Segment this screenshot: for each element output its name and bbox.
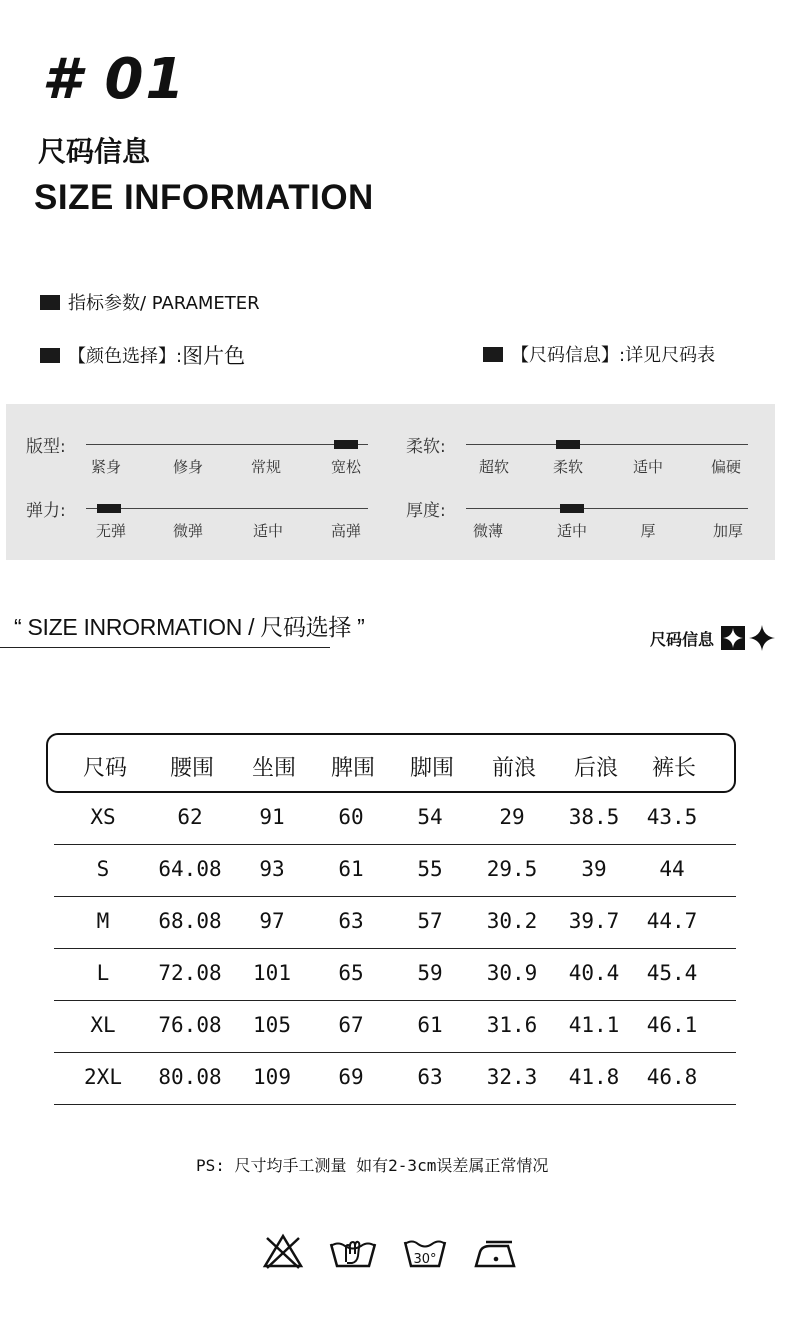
table-cell: 60 (338, 805, 364, 829)
gauge-option: 加厚 (712, 522, 744, 540)
table-cell: 43.5 (646, 805, 698, 829)
page-title-cn: 尺码信息 (38, 135, 151, 168)
table-header-cell: 坐围 (251, 756, 297, 781)
gauge-option: 常规 (250, 458, 282, 476)
measurement-note: PS: 尺寸均手工测量 如有2-3cm误差属正常情况 (196, 1156, 549, 1175)
gauge-track (86, 508, 368, 509)
table-cell: 91 (259, 805, 285, 829)
table-cell: 44 (659, 857, 685, 881)
table-cell: 69 (338, 1065, 364, 1089)
gauge-marker (97, 504, 121, 513)
table-cell: 39 (581, 857, 607, 881)
do-not-bleach-icon (262, 1232, 304, 1272)
table-cell: 97 (259, 909, 285, 933)
size-badge (650, 624, 776, 652)
table-row (46, 793, 736, 845)
gauge-label: 厚度: (406, 501, 446, 521)
size-table-body (46, 793, 736, 1105)
gauge-option: 修身 (172, 458, 204, 476)
parameter-label: 指标参数/ PARAMETER (68, 293, 260, 314)
table-row (46, 1001, 736, 1053)
table-header-cell: 尺码 (82, 756, 128, 781)
table-header-cell: 裤长 (651, 756, 697, 781)
table-cell: 32.3 (486, 1065, 538, 1089)
table-cell: 93 (259, 857, 285, 881)
color-label: 【颜色选择】: (68, 346, 183, 367)
gauge-track (466, 444, 748, 445)
table-cell: 61 (417, 1013, 443, 1037)
table-header-cell: 脾围 (330, 756, 376, 781)
page-title-en: SIZE INFORMATION (34, 178, 374, 217)
gauge-label: 柔软: (406, 437, 446, 457)
low-iron-icon (472, 1232, 520, 1272)
gauge-label: 弹力: (26, 501, 66, 521)
table-cell: 109 (253, 1065, 291, 1089)
table-cell: 63 (338, 909, 364, 933)
table-cell: 41.1 (568, 1013, 620, 1037)
section-number: # 01 (42, 47, 187, 112)
table-cell: 63 (417, 1065, 443, 1089)
table-cell: 55 (417, 857, 443, 881)
bullet-square-icon (40, 295, 60, 310)
table-cell: 38.5 (568, 805, 620, 829)
table-cell: 39.7 (568, 909, 620, 933)
parameter-heading (40, 289, 260, 315)
row-divider (54, 1104, 736, 1106)
table-cell: 30.9 (486, 961, 538, 985)
table-cell: 46.1 (646, 1013, 698, 1037)
wash-temp-label: 30° (413, 1252, 437, 1267)
gauge-option: 厚 (640, 522, 656, 540)
table-cell: L (96, 961, 110, 985)
badge-label: 尺码信息 (650, 629, 715, 649)
table-cell: 46.8 (646, 1065, 698, 1089)
table-header-cell: 后浪 (573, 756, 619, 781)
table-header-cell: 前浪 (491, 756, 537, 781)
table-cell: 68.08 (158, 909, 222, 933)
table-row (46, 1053, 736, 1105)
table-cell: 54 (417, 805, 443, 829)
table-cell: 80.08 (158, 1065, 222, 1089)
table-cell: 59 (417, 961, 443, 985)
table-cell: 31.6 (486, 1013, 538, 1037)
gauge-option: 无弹 (95, 522, 127, 540)
gauge-track (466, 508, 748, 509)
table-cell: 29.5 (486, 857, 538, 881)
bullet-square-icon (40, 348, 60, 363)
gauge-option: 适中 (556, 522, 588, 540)
size-info-note (483, 341, 715, 367)
table-cell: 61 (338, 857, 364, 881)
gauge-option: 宽松 (330, 458, 362, 476)
table-cell: 41.8 (568, 1065, 620, 1089)
gauge-option: 紧身 (90, 458, 122, 476)
gauge-option: 微薄 (472, 522, 504, 540)
table-row (46, 845, 736, 897)
heading-underline (0, 647, 330, 648)
table-header-cell: 脚围 (409, 756, 455, 781)
table-header-cell: 腰围 (169, 756, 215, 781)
gauge-label: 版型: (26, 437, 66, 457)
care-instructions (262, 1232, 520, 1272)
table-cell: 2XL (84, 1065, 122, 1089)
size-table-header (46, 733, 736, 793)
table-cell: 64.08 (158, 857, 222, 881)
table-cell: 101 (253, 961, 291, 985)
table-cell: 44.7 (646, 909, 698, 933)
table-cell: S (96, 857, 110, 881)
gauge-option: 适中 (252, 522, 284, 540)
color-value: 图片色 (182, 344, 246, 368)
wash-30-icon (402, 1232, 448, 1272)
gauge-marker (556, 440, 580, 449)
table-cell: 72.08 (158, 961, 222, 985)
color-selection (40, 340, 245, 370)
gauge-option: 微弹 (172, 522, 204, 540)
parameter-gauge-panel (6, 404, 775, 560)
table-cell: 105 (253, 1013, 291, 1037)
table-cell: 62 (177, 805, 203, 829)
table-cell: M (96, 909, 110, 933)
table-row (46, 897, 736, 949)
table-cell: 67 (338, 1013, 364, 1037)
gauge-track (86, 444, 368, 445)
table-cell: 40.4 (568, 961, 620, 985)
size-info-label: 【尺码信息】:详见尺码表 (511, 345, 716, 366)
sparkle-icon (720, 624, 776, 652)
gauge-option: 偏硬 (710, 458, 742, 476)
table-cell: 30.2 (486, 909, 538, 933)
table-cell: XS (90, 805, 116, 829)
table-cell: 57 (417, 909, 443, 933)
gauge-option: 适中 (632, 458, 664, 476)
size-section-heading: “ SIZE INRORMATION / 尺码选择 ” (14, 614, 365, 640)
table-row (46, 949, 736, 1001)
bullet-square-icon (483, 347, 503, 362)
gauge-option: 柔软 (552, 458, 584, 476)
size-table (46, 733, 736, 1105)
table-cell: 65 (338, 961, 364, 985)
gauge-marker (334, 440, 358, 449)
table-cell: 45.4 (646, 961, 698, 985)
hand-wash-icon (328, 1232, 378, 1272)
table-cell: 29 (499, 805, 525, 829)
gauge-option: 超软 (478, 458, 510, 476)
table-cell: 76.08 (158, 1013, 222, 1037)
gauge-option: 高弹 (330, 522, 362, 540)
gauge-marker (560, 504, 584, 513)
table-cell: XL (90, 1013, 116, 1037)
